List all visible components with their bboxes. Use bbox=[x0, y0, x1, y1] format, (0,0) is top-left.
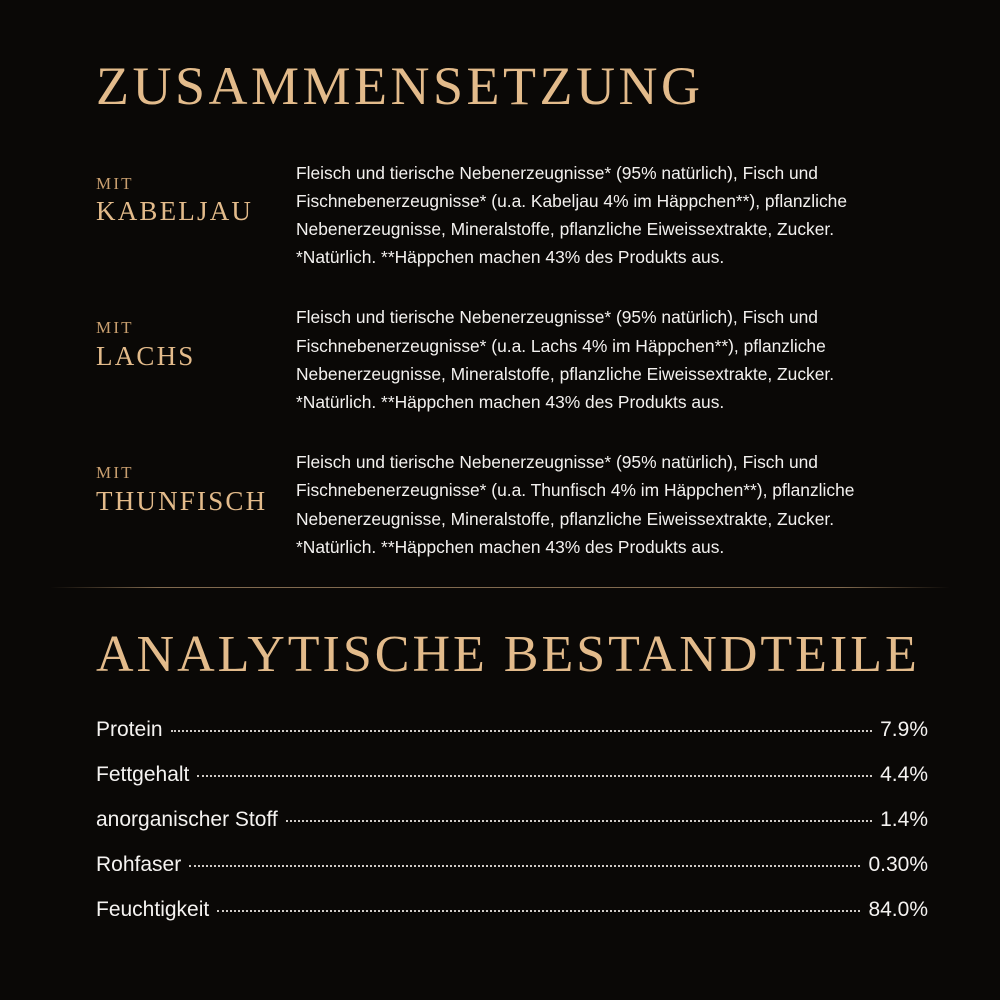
list-item bbox=[96, 897, 930, 922]
analysis-title: ANALYTISCHE BESTANDTEILE bbox=[96, 625, 920, 683]
variant-name: THUNFISCH bbox=[96, 485, 268, 516]
variant-prefix: MIT bbox=[96, 318, 134, 338]
analysis-section bbox=[0, 588, 1000, 923]
variant-label bbox=[96, 153, 296, 230]
analysis-value: 4.4% bbox=[880, 762, 928, 786]
analysis-value: 7.9% bbox=[880, 717, 928, 741]
variant-row bbox=[96, 297, 930, 416]
variant-row bbox=[96, 442, 930, 561]
variant-ingredients-text: Fleisch und tierische Nebenerzeugnisse* (95% natürlich), Fisch und Fischnebenerzeugnisse* (u.a. Thunfisch 4% im Häppchen**), pflanzliche Nebenerzeugnisse, Mineralstoffe, pflanzliche Eiweissextrakte, Zucker. *Natürlich. **Häppchen machen 43% des Produkts aus. bbox=[296, 452, 855, 557]
variant-prefix: MIT bbox=[96, 173, 134, 193]
list-item bbox=[96, 717, 930, 742]
leader-dots bbox=[189, 865, 860, 867]
list-item bbox=[96, 807, 930, 832]
leader-dots bbox=[197, 775, 872, 777]
composition-title: ZUSAMMENSETZUNG bbox=[96, 56, 704, 116]
leader-dots bbox=[286, 820, 872, 822]
variant-ingredients-text: Fleisch und tierische Nebenerzeugnisse* (95% natürlich), Fisch und Fischnebenerzeugnisse* (u.a. Lachs 4% im Häppchen**), pflanzliche Nebenerzeugnisse, Mineralstoffe, pflanzliche Eiweissextrakte, Zucker. *Natürlich. **Häppchen machen 43% des Produkts aus. bbox=[296, 307, 835, 412]
variant-label bbox=[96, 297, 296, 374]
leader-dots bbox=[217, 910, 860, 912]
variant-label bbox=[96, 442, 296, 519]
list-item bbox=[96, 762, 930, 787]
variant-name: LACHS bbox=[96, 341, 196, 372]
list-item bbox=[96, 852, 930, 877]
variant-prefix: MIT bbox=[96, 463, 134, 483]
analysis-value: 1.4% bbox=[880, 807, 928, 831]
variant-row bbox=[96, 153, 930, 272]
analysis-list bbox=[96, 717, 930, 923]
analysis-name: Feuchtigkeit bbox=[96, 898, 210, 922]
analysis-value: 84.0% bbox=[868, 898, 928, 922]
analysis-name: Rohfaser bbox=[96, 853, 182, 877]
analysis-name: anorganischer Stoff bbox=[96, 807, 278, 831]
analysis-name: Protein bbox=[96, 717, 163, 741]
analysis-value: 0.30% bbox=[868, 853, 928, 877]
leader-dots bbox=[171, 730, 873, 732]
analysis-name: Fettgehalt bbox=[96, 762, 190, 786]
variant-ingredients-text: Fleisch und tierische Nebenerzeugnisse* (95% natürlich), Fisch und Fischnebenerzeugnisse* (u.a. Kabeljau 4% im Häppchen**), pflanzliche Nebenerzeugnisse, Mineralstoffe, pflanzliche Eiweissextrakte, Zucker. *Natürlich. **Häppchen machen 43% des Produkts aus. bbox=[296, 162, 848, 268]
variant-name: KABELJAU bbox=[96, 196, 254, 227]
